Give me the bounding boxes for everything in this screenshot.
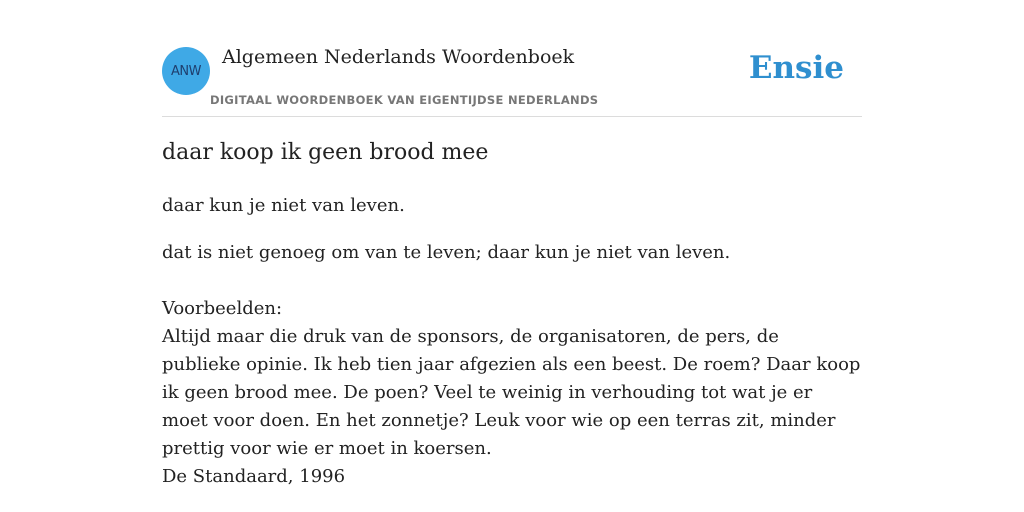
examples-label: Voorbeelden: (162, 298, 283, 319)
entry-term: daar koop ik geen brood mee (162, 140, 489, 165)
site-title[interactable]: Algemeen Nederlands Woordenboek (222, 46, 575, 68)
entry-explanation: dat is niet genoeg om van te leven; daar kun je niet van leven. (162, 242, 731, 263)
site-subtitle: DIGITAAL WOORDENBOEK VAN EIGENTIJDSE NEDERLANDS (210, 93, 599, 107)
example-text: Altijd maar die druk van de sponsors, de organisatoren, de pers, de publieke opinie. Ik heb tien jaar afgezien als een beest. De roem? Daar koop ik geen brood mee. De poen? Veel te weinig in verhouding tot wat je er moet voor doen. En het zonnetje? Leuk voor wie op een terras zit, minder prettig voor wie er moet in koersen. (162, 326, 861, 459)
entry-definition: daar kun je niet van leven. (162, 195, 405, 216)
page (162, 0, 862, 487)
logo-text: ANW (171, 63, 201, 79)
ensie-brand-link[interactable]: Ensie (748, 50, 844, 86)
example-source: De Standaard, 1996 (162, 466, 346, 487)
examples-section (162, 295, 862, 491)
anw-logo[interactable] (162, 47, 210, 95)
site-header (162, 0, 862, 117)
